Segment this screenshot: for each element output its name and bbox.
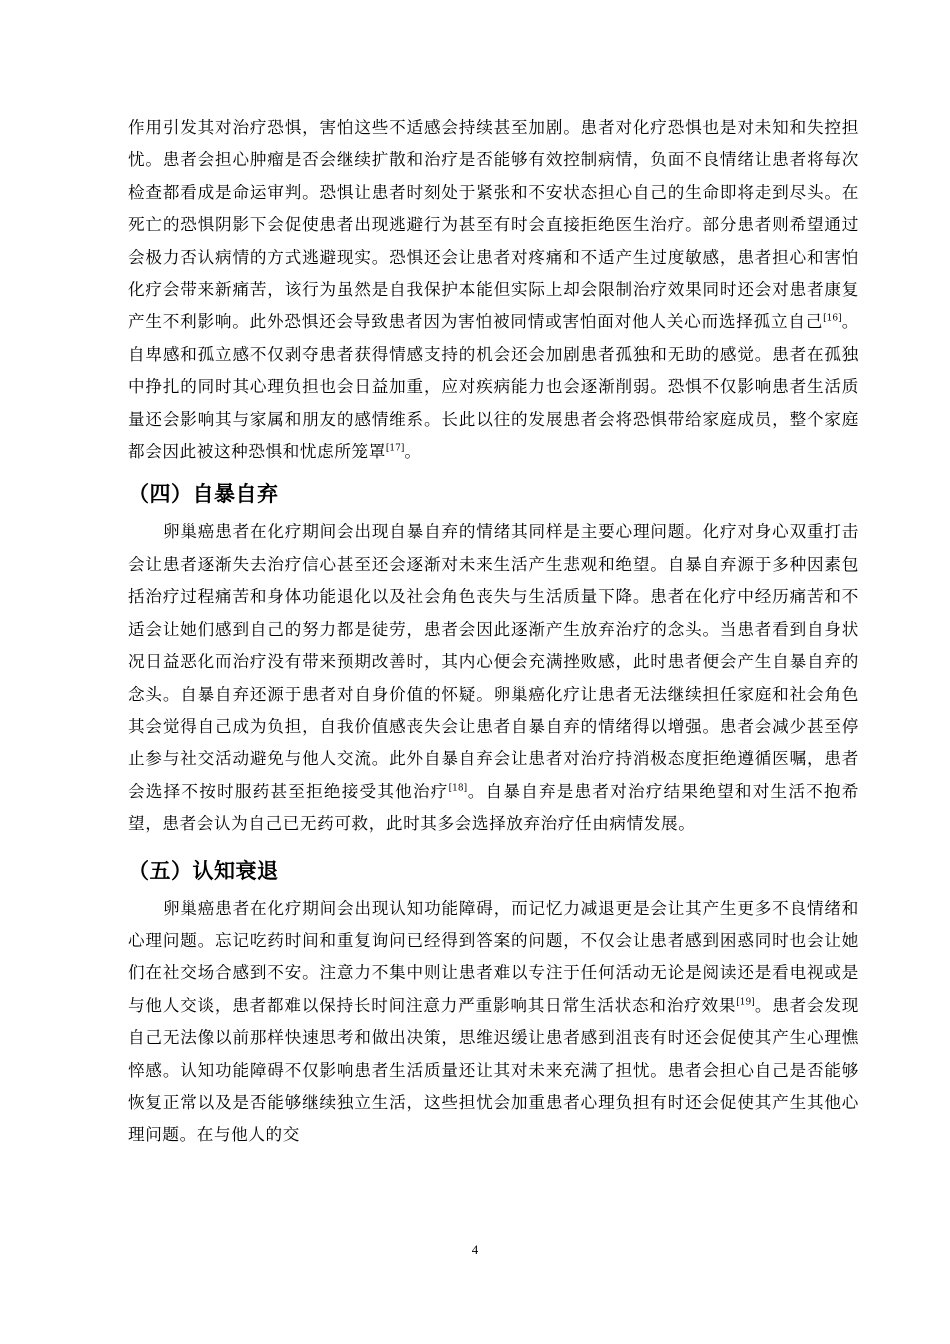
citation-19: [19]	[736, 997, 755, 1008]
page-number: 4	[471, 1242, 479, 1257]
paragraph-text: 。患者会发现自己无法像以前那样快速思考和做出决策，思维迟缓让患者感到沮丧有时还会促使其产生心理憔悴感。认知功能障碍不仅影响患者生活质量还让其对未来充满了担忧。患者会担心自己是否能够恢复正常以及是否能够继续独立生活，这些担忧会加重患者心理负担有时还会促使其产生其他心理问题。在与他人的交	[128, 995, 860, 1145]
section-heading-self-abandonment: （四）自暴自弃	[128, 482, 279, 507]
paragraph-self-abandonment	[128, 516, 859, 840]
citation-18: [18]	[448, 783, 468, 794]
paragraph-text: 卵巢癌患者在化疗期间会出现认知功能障碍，而记忆力减退更是会让其产生更多不良情绪和心理问题。忘记吃药时间和重复询问已经得到答案的问题，不仅会让患者感到困惑同时也会让她们在社交场合感到不安。注意力不集中则让患者难以专注于任何活动无论是阅读还是看电视或是与他人交谈，患者都难以保持长时间注意力严重影响其日常生活状态和治疗效果	[128, 898, 859, 1015]
paragraph-fear-continued	[128, 112, 859, 468]
body-text	[128, 112, 859, 1152]
paragraph-cognitive-decline	[128, 893, 859, 1152]
paragraph-text: 卵巢癌患者在化疗期间会出现自暴自弃的情绪其同样是主要心理问题。化疗对身心双重打击会让患者逐渐失去治疗信心甚至还会逐渐对未来生活产生悲观和绝望。自暴自弃源于多种因素包括治疗过程痛苦和身体功能退化以及社会角色丧失与生活质量下降。患者在化疗中经历痛苦和不适会让她们感到自己的努力都是徒劳，患者会因此逐渐产生放弃治疗的念头。当患者看到自身状况日益恶化而治疗没有带来预期改善时，其内心便会充满挫败感，此时患者便会产生自暴自弃的念头。自暴自弃还源于患者对自身价值的怀疑。卵巢癌化疗让患者无法继续担任家庭和社会角色其会觉得自己成为负担，自我价值感丧失会让患者自暴自弃的情绪得以增强。患者会减少甚至停止参与社交活动避免与他人交流。此外自暴自弃会让患者对治疗持消极态度拒绝遵循医嘱，患者会选择不按时服药甚至拒绝接受其他治疗	[128, 522, 859, 801]
citation-16: [16]	[823, 313, 842, 324]
citation-17: [17]	[385, 443, 405, 454]
paragraph-text: 作用引发其对治疗恐惧，害怕这些不适感会持续甚至加剧。患者对化疗恐惧也是对未知和失控担忧。患者会担心肿瘤是否会继续扩散和治疗是否能够有效控制病情，负面不良情绪让患者将每次检查都看成是命运审判。恐惧让患者时刻处于紧张和不安状态担心自己的生命即将走到尽头。在死亡的恐惧阴影下会促使患者出现逃避行为甚至有时会直接拒绝医生治疗。部分患者则希望通过会极力否认病情的方式逃避现实。恐惧还会让患者对疼痛和不适产生过度敏感，患者担心和害怕化疗会带来新痛苦，该行为虽然是自我保护本能但实际上却会限制治疗效果同时还会对患者康复产生不利影响。此外恐惧还会导致患者因为害怕被同情或害怕面对他人关心而选择孤立自己	[128, 118, 859, 332]
paragraph-text: 。	[404, 442, 422, 462]
section-heading-cognitive-decline: （五）认知衰退	[128, 858, 279, 883]
paragraph-text: 。自卑感和孤立感不仅剥夺患者获得情感支持的机会还会加剧患者孤独和无助的感觉。患者在孤独中挣扎的同时其心理负担也会日益加重，应对疾病能力也会逐渐削弱。恐惧不仅影响患者生活质量还会影响其与家属和朋友的感情维系。长此以往的发展患者会将恐惧带给家庭成员，整个家庭都会因此被这种恐惧和忧虑所笼罩	[128, 312, 860, 462]
paragraph-text: 。自暴自弃是患者对治疗结果绝望和对生活不抱希望，患者会认为自己已无药可救，此时其多会选择放弃治疗任由病情发展。	[128, 781, 859, 834]
